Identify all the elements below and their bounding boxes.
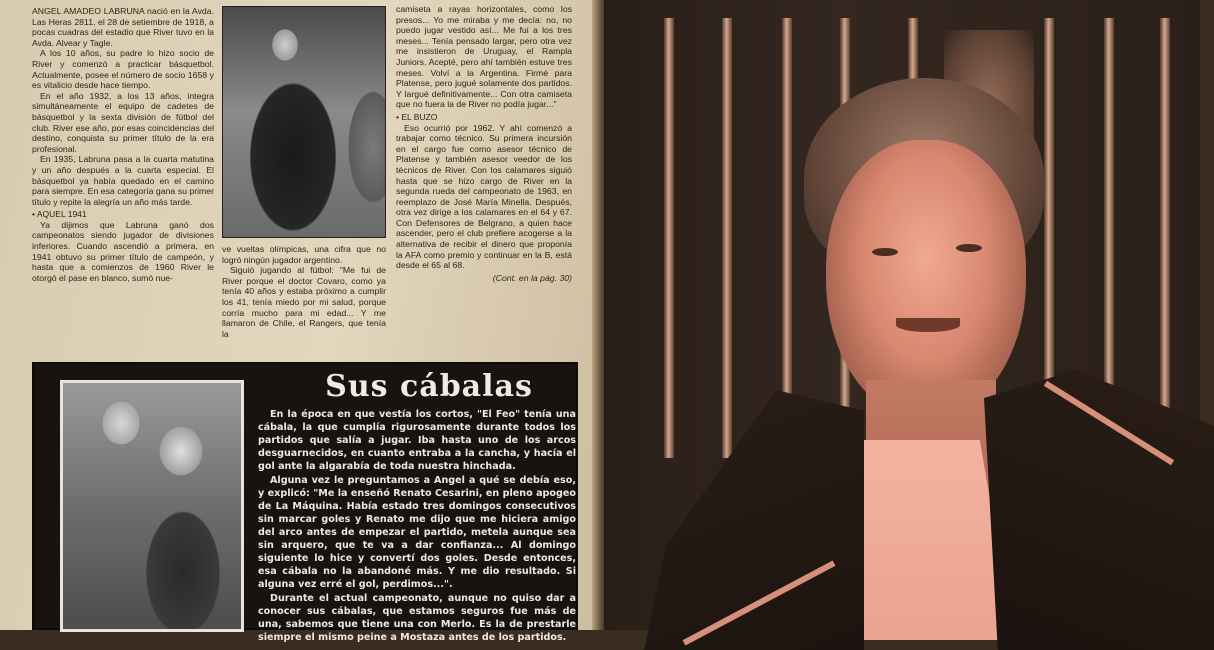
sidebar-box-cabalas: [32, 362, 578, 643]
paragraph: Siguió jugando al fútbol: "Me fui de River porque el doctor Covaro, como ya tenía 40 años y estaba próximo a cumplir los 41, tenía miedo por mi salud, porque corría mucho para mi edad... Y me llamaron de Chile, el Rangers, que tenía la: [222, 265, 386, 339]
paragraph: Eso ocurrió por 1962. Y ahí comenzó a trabajar como técnico. Su primera incursión en el cargo fue como asesor técnico de Platense y también asesor veedor de los técnicos de River. Con los calamares siguió hasta que se hizo cargo de River en la segunda rueda del campeonato de 1963, en reemplazo de José María Minella. Después, otra vez dirige a los calamares en el 64 y 67. Con Defensores de Belgrano, a quien hace ascender, pero el club prefiere acogerse a la alternativa de recibir el dinero que proponía la AFA como premio y continuar en la B, está desde el 65 al 68.: [396, 122, 572, 271]
paragraph: ANGEL AMADEO LABRUNA nació en la Avda. Las Heras 2811, el 28 de setiembre de 1918, a pocas cuadras del estadio que River tuvo en la Avda. Alvear y Tagle.: [32, 6, 214, 48]
photo-labruna-standing: [222, 6, 386, 238]
paragraph: Alguna vez le preguntamos a Angel a qué se debía eso, y explicó: "Me la enseñó Renato Cesarini, en pleno apogeo de La Máquina. Había estado tres domingos consecutivos sin marcar goles y Renato me dijo que me hiciera amigo del arco antes de empezar el partido, metela aunque sea sin arquero, que te va a dar confianza... Al domingo siguiente lo hice y convertí dos goles. Desde entonces, esa cábala no la abandoné más. Y me dio resultado. Si alguna vez erré el gol, perdimos...".: [258, 475, 576, 590]
box-text: [258, 408, 576, 645]
paragraph: En la época en que vestía los cortos, "El Feo" tenía una cábala, la que cumplía rigurosamente durante todos los partidos que salía a jugar. Iba hasta uno de los arcos desguarnecidos, en cuanto entraba a la cancha, y hacía el gol ante la algarabía de toda nuestra hinchada.: [258, 409, 576, 472]
bar: [664, 18, 674, 458]
paragraph: A los 10 años, su padre lo hizo socio de River y comenzó a practicar básquetbol. Actualmente, posee el número de socio 1658 y es vitalicio desde hace tiempo.: [32, 48, 214, 91]
text-column-1: [32, 6, 214, 283]
photo-two-men: [60, 380, 244, 632]
paragraph: ve vueltas olímpicas, una cifra que no logró ningún jugador argentino.: [222, 244, 386, 265]
right-page-portrait: [604, 0, 1200, 630]
paragraph: Durante el actual campeonato, aunque no quiso dar a conocer sus cábalas, que estamos seguros fue más de una, sabemos que tiene una con Merlo. Es la de prestarle siempre el mismo peine a Mostaza antes de los partidos.: [258, 593, 576, 643]
text-column-2: [222, 244, 386, 354]
box-title: Sus cábalas: [325, 369, 533, 404]
mouth: [896, 318, 960, 332]
paragraph: En el año 1932, a los 13 años, integra simultáneamente el equipo de cadetes de básquetbol y la sexta división de fútbol del club. River ese año, por esas coincidencias del destino, conquista su primer título de la era profesional.: [32, 90, 214, 154]
bar: [1160, 18, 1170, 458]
left-page: [0, 0, 600, 643]
continued-note: (Cont. en la pág. 30): [492, 272, 572, 283]
bar: [722, 18, 732, 458]
jacket-left: [644, 390, 864, 650]
eye: [872, 248, 898, 256]
portrait-face: [826, 140, 1026, 420]
subhead: • EL BUZO: [396, 111, 438, 122]
paragraph: En 1935, Labruna pasa a la cuarta matutina y un año después a la cuarta especial. El básquetbol ya había quedado en el camino para siempre. En esa categoría gana su primer título y repite la alegría un año más tarde.: [32, 154, 214, 207]
paragraph: camiseta a rayas horizontales, como los presos... Yo me miraba y me decía: no, no puedo jugar vestido así... Me fui a los tres meses... Tenía pensado largar, pero otra vez me insistieron de Uruguay, el Rampla Juniors. Acepté, pero ahí también estuve tres meses. Volví a la Argentina. Firmé para Platense, pero jugué solamente dos partidos. Y largué definitivamente... Con otra camiseta que no fuera la de River no podía jugar...": [396, 4, 572, 110]
paragraph: Ya dijimos que Labruna ganó dos campeonatos siendo jugador de divisiones inferiores. Cuando ascendió a primera, en 1941 obtuvo su primer título de campeón, y hasta que a comienzos de 1960 River le otorgó el pase en blanco, sumó nue-: [32, 219, 214, 283]
jacket-right: [984, 370, 1214, 650]
eye: [956, 244, 982, 252]
subhead: • AQUEL 1941: [32, 209, 87, 220]
text-column-3: [396, 4, 572, 344]
